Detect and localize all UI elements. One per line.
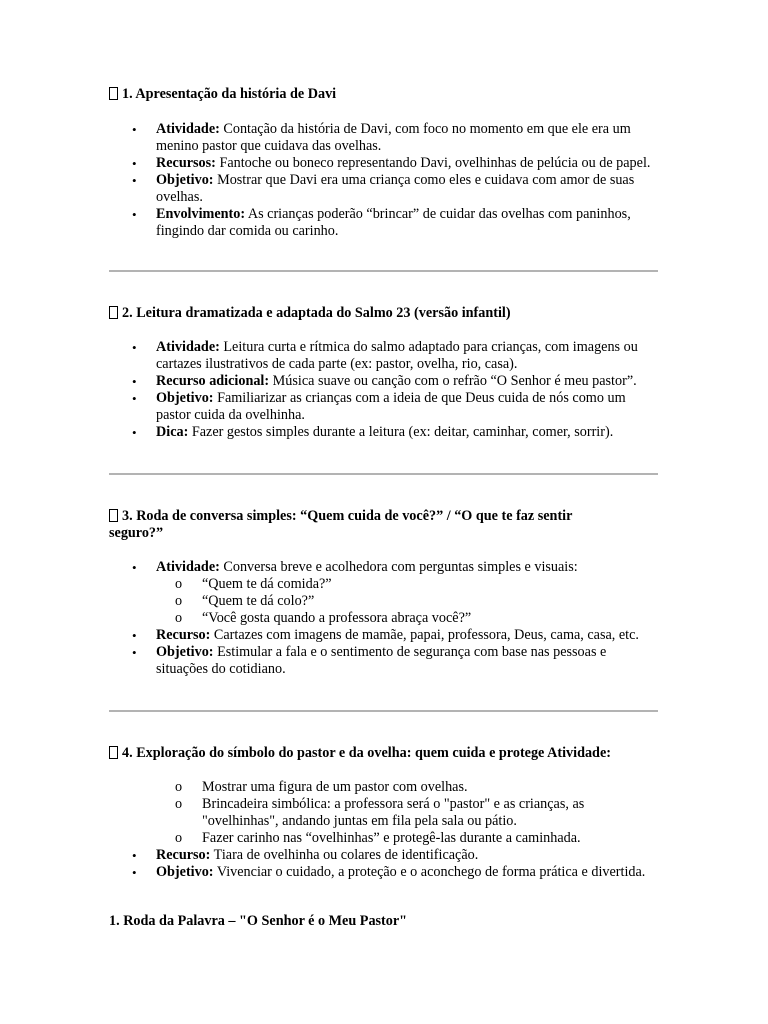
list-item: • Objetivo: Vivenciar o cuidado, a proteção e o aconchego de forma prática e divertida. <box>156 864 661 881</box>
section-1-list <box>156 121 661 240</box>
sub-list-item: o “Quem te dá comida?” <box>202 576 661 593</box>
missing-glyph-icon <box>109 509 118 522</box>
missing-glyph-icon <box>109 87 118 100</box>
section-4-list <box>156 779 661 881</box>
sub-list-item: o Mostrar uma figura de um pastor com ovelhas. <box>202 779 661 796</box>
missing-glyph-icon <box>109 746 118 759</box>
sub-list <box>156 576 661 627</box>
sub-list-item: o “Você gosta quando a professora abraça você?” <box>202 610 661 627</box>
horizontal-divider <box>109 270 658 272</box>
horizontal-divider <box>109 710 658 712</box>
sub-list-container <box>156 779 661 847</box>
section-1-title: 1. Apresentação da história de Davi <box>109 86 629 103</box>
section-2-title: 2. Leitura dramatizada e adaptada do Salmo 23 (versão infantil) <box>109 305 669 322</box>
final-heading: 1. Roda da Palavra – "O Senhor é o Meu Pastor" <box>109 913 408 929</box>
section-3-title: 3. Roda de conversa simples: “Quem cuida de você?” / “O que te faz sentir seguro?” <box>109 508 573 541</box>
list-item: • Atividade: Conversa breve e acolhedora com perguntas simples e visuais: o “Quem te dá comida?” o “Quem te dá colo?” o “Você gosta quando a professora abraça você?” <box>156 559 661 627</box>
list-item: • Objetivo: Estimular a fala e o sentimento de segurança com base nas pessoas e situações do cotidiano. <box>156 644 661 678</box>
list-item: • Recursos: Fantoche ou boneco representando Davi, ovelhinhas de pelúcia ou de papel. <box>156 155 661 172</box>
list-item: • Dica: Fazer gestos simples durante a leitura (ex: deitar, caminhar, comer, sorrir). <box>156 424 661 441</box>
list-item: • Envolvimento: As crianças poderão “brincar” de cuidar das ovelhas com paninhos, fingindo dar comida ou carinho. <box>156 206 661 240</box>
list-item: • Atividade: Leitura curta e rítmica do salmo adaptado para crianças, com imagens ou cartazes ilustrativos de cada parte (ex: pastor, ovelha, rio, casa). <box>156 339 661 373</box>
horizontal-divider <box>109 473 658 475</box>
list-item: • Objetivo: Mostrar que Davi era uma criança como eles e cuidava com amor de suas ovelhas. <box>156 172 661 206</box>
section-3-list <box>156 559 661 678</box>
missing-glyph-icon <box>109 306 118 319</box>
sub-list-item: o “Quem te dá colo?” <box>202 593 661 610</box>
section-4-title: 4. Exploração do símbolo do pastor e da ovelha: quem cuida e protege Atividade: <box>109 745 669 762</box>
list-item: • Atividade: Contação da história de Davi, com foco no momento em que ele era um menino pastor que cuidava das ovelhas. <box>156 121 661 155</box>
sub-list <box>156 779 661 847</box>
list-item: • Recurso: Cartazes com imagens de mamãe, papai, professora, Deus, cama, casa, etc. <box>156 627 661 644</box>
sub-list-item: o Fazer carinho nas “ovelhinhas” e protegê-las durante a caminhada. <box>202 830 661 847</box>
list-item: • Objetivo: Familiarizar as crianças com a ideia de que Deus cuida de nós como um pastor cuida da ovelhinha. <box>156 390 661 424</box>
list-item: • Recurso adicional: Música suave ou canção com o refrão “O Senhor é meu pastor”. <box>156 373 661 390</box>
list-item: • Recurso: Tiara de ovelhinha ou colares de identificação. <box>156 847 661 864</box>
sub-list-item: o Brincadeira simbólica: a professora será o "pastor" e as crianças, as "ovelhinhas", andando juntas em fila pela sala ou pátio. <box>202 796 661 830</box>
section-2-list <box>156 339 661 441</box>
